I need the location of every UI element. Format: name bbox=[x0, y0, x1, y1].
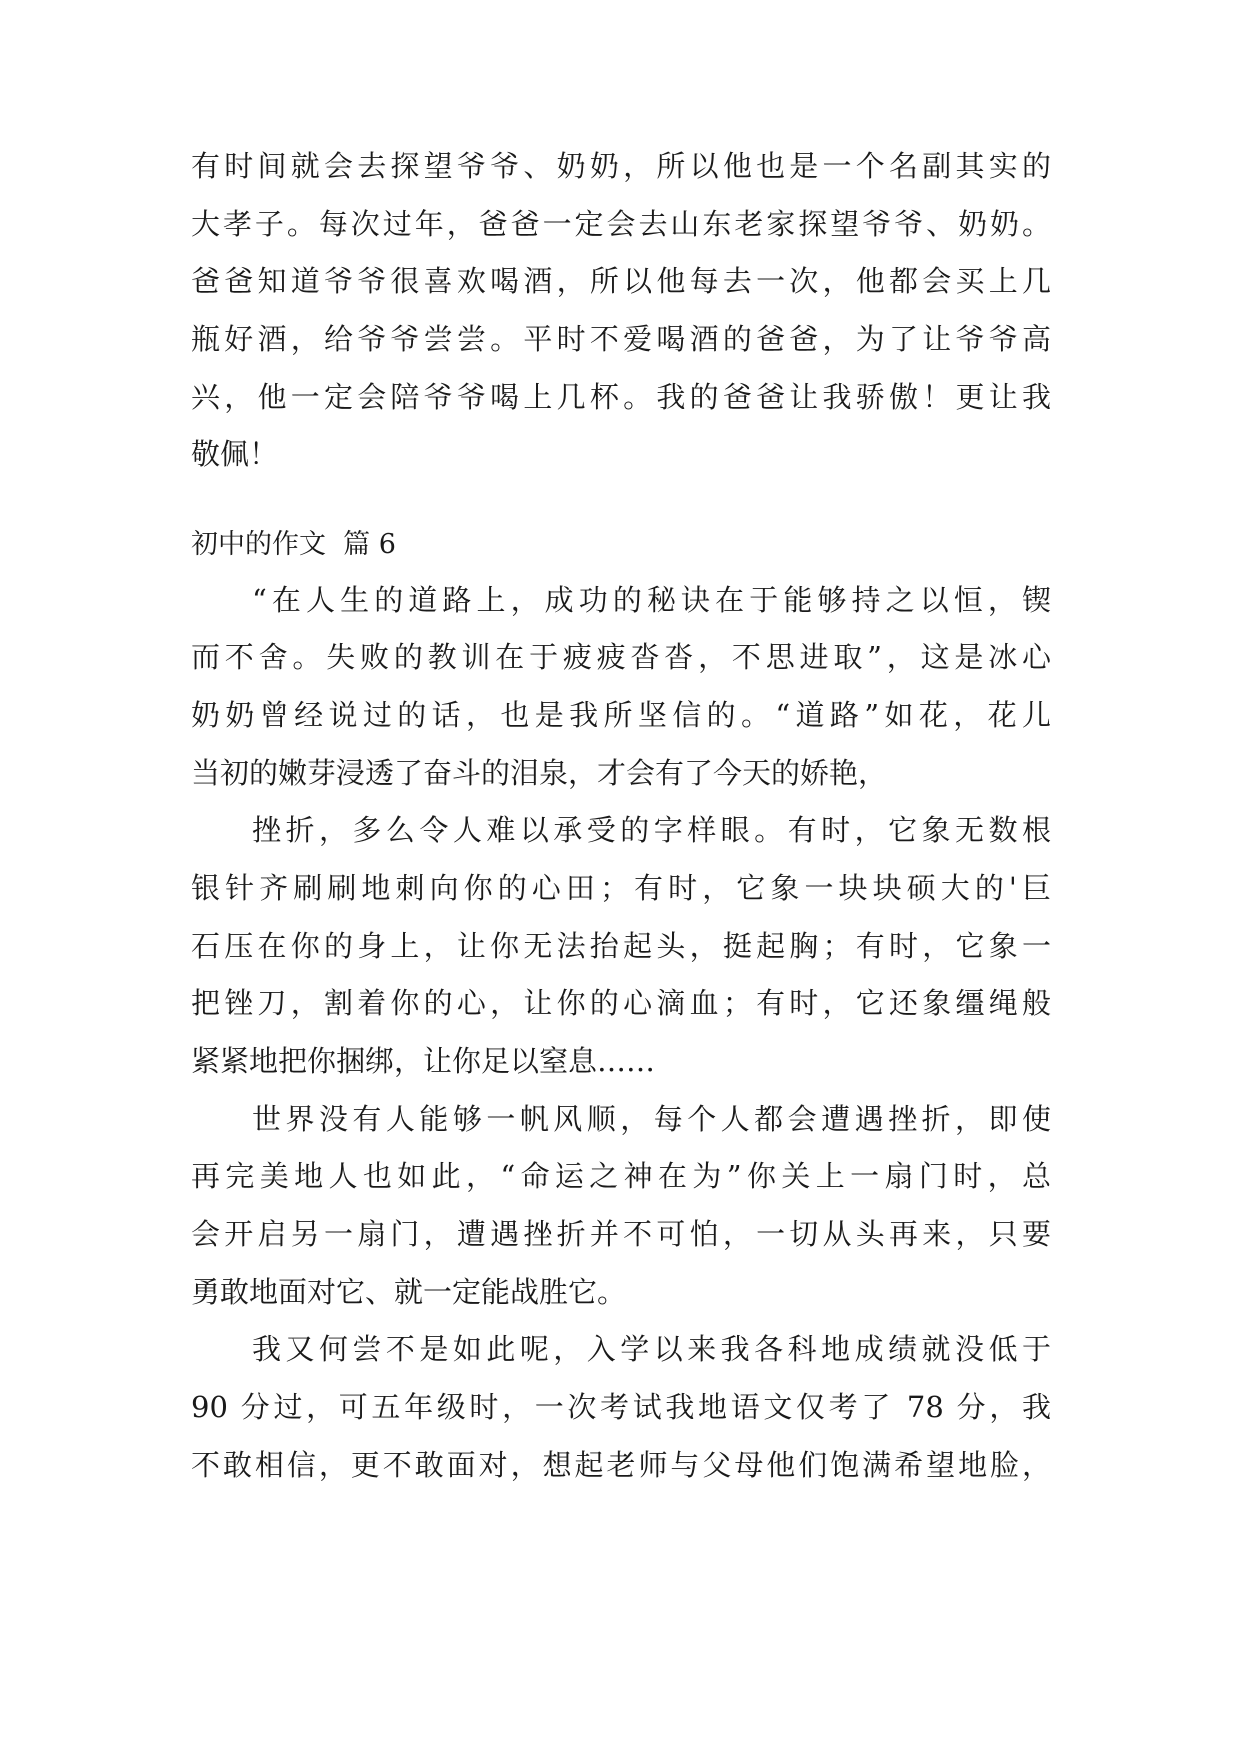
text-line: 把锉刀，割着你的心，让你的心滴血；有时，它还象缰绳般 bbox=[191, 986, 1051, 1020]
text-line: 兴，他一定会陪爷爷喝上几杯。我的爸爸让我骄傲！更让我 bbox=[191, 380, 1051, 414]
text-line: 而不舍。失败的教训在于疲疲沓沓，不思进取”，这是冰心 bbox=[191, 640, 1051, 674]
text-line: 我又何尝不是如此呢，入学以来我各科地成绩就没低于 bbox=[252, 1332, 1051, 1366]
text-line: 石压在你的身上，让你无法抬起头，挺起胸；有时，它象一 bbox=[191, 929, 1051, 963]
text-line: 勇敢地面对它、就一定能战胜它。 bbox=[191, 1275, 627, 1309]
text-line: 90 分过，可五年级时，一次考试我地语文仅考了 78 分，我 bbox=[191, 1390, 1051, 1424]
text-line: 紧紧地把你捆绑，让你足以窒息…… bbox=[191, 1044, 656, 1078]
text-line: 不敢相信，更不敢面对，想起老师与父母他们饱满希望地脸， bbox=[191, 1448, 1051, 1482]
text-line: 会开启另一扇门，遭遇挫折并不可怕，一切从头再来，只要 bbox=[191, 1217, 1051, 1251]
text-line: 世界没有人能够一帆风顺，每个人都会遭遇挫折，即使 bbox=[252, 1102, 1051, 1136]
text-line: 大孝子。每次过年，爸爸一定会去山东老家探望爷爷、奶奶。 bbox=[191, 207, 1051, 241]
text-line: 当初的嫩芽浸透了奋斗的泪泉，才会有了今天的娇艳， bbox=[191, 756, 888, 790]
text-line: 再完美地人也如此，“命运之神在为”你关上一扇门时，总 bbox=[191, 1159, 1051, 1193]
text-line: 银针齐刷刷地刺向你的心田；有时，它象一块块硕大的'巨 bbox=[191, 871, 1051, 905]
text-line: 奶奶曾经说过的话，也是我所坚信的。“道路”如花，花儿 bbox=[191, 698, 1051, 732]
text-line: 有时间就会去探望爷爷、奶奶，所以他也是一个名副其实的 bbox=[191, 149, 1051, 183]
text-line: “在人生的道路上，成功的秘诀在于能够持之以恒，锲 bbox=[252, 583, 1051, 617]
text-line: 瓶好酒，给爷爷尝尝。平时不爱喝酒的爸爸，为了让爷爷高 bbox=[191, 322, 1051, 356]
text-line: 敬佩！ bbox=[191, 437, 279, 471]
text-line: 挫折，多么令人难以承受的字样眼。有时，它象无数根 bbox=[252, 813, 1051, 847]
text-line: 爸爸知道爷爷很喜欢喝酒，所以他每去一次，他都会买上几 bbox=[191, 264, 1051, 298]
section-heading: 初中的作文 篇 6 bbox=[191, 529, 396, 560]
